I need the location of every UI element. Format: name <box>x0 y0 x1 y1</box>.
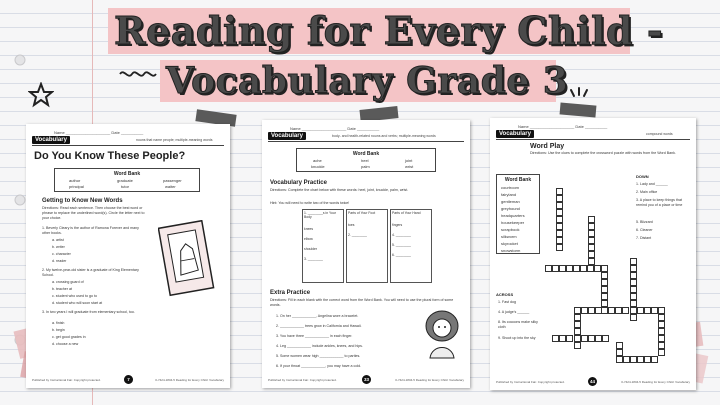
crossword-cell[interactable] <box>588 258 595 265</box>
word-bank-item: joint <box>405 158 413 163</box>
crossword-cell[interactable] <box>588 216 595 223</box>
word-bank-item: heel <box>361 158 369 163</box>
chart-column <box>346 209 388 283</box>
crossword-cell[interactable] <box>651 356 658 363</box>
crossword-cell[interactable] <box>658 328 665 335</box>
crossword-cell[interactable] <box>580 265 587 272</box>
answer-option: c. character <box>52 252 71 256</box>
word-bank-item: waiter <box>165 184 176 189</box>
vocabulary-logo: Vocabulary <box>32 136 70 144</box>
vocabulary-logo: Vocabulary <box>496 130 534 138</box>
chart-cell: 3. ________ <box>304 257 323 261</box>
crossword-cell[interactable] <box>623 356 630 363</box>
answer-option: d. reader <box>52 259 67 263</box>
word-bank-item: passenger <box>163 178 182 183</box>
chart-cell: fingers <box>392 223 403 227</box>
answer-option: a. artist <box>52 238 64 242</box>
clue: 1. Fast dog <box>498 300 516 304</box>
crossword-cell[interactable] <box>581 307 588 314</box>
clue: 2. Main office <box>636 190 658 194</box>
footer-isbn: 0-7424-1804-5 Reading for Every Child: Vocabulary <box>395 378 464 382</box>
crossword-cell[interactable] <box>581 335 588 342</box>
book-illustration-icon <box>158 220 216 300</box>
word-bank-title: Word Bank <box>352 151 380 157</box>
question-2: 2. My twelve-year-old sister is a graduate of King Elementary School. <box>42 268 139 277</box>
page-title: Word Play <box>530 143 565 150</box>
crossword-cell[interactable] <box>622 307 629 314</box>
crossword-cell[interactable] <box>574 307 581 314</box>
page-number: 44 <box>589 379 595 384</box>
word-bank-item: scrapbook <box>501 227 520 232</box>
page-number: 7 <box>124 375 133 384</box>
section-title: Vocabulary Practice <box>270 180 327 186</box>
footer-text: Published by Instructional Fair. Copyright protected. <box>32 378 101 382</box>
chart-cell: knees <box>304 227 314 231</box>
crossword-cell[interactable] <box>601 293 608 300</box>
chart-cell: elbow <box>304 237 313 241</box>
page-subtitle: nouns that name people; multiple-meaning words <box>136 138 213 142</box>
directions: Directions: Use the clues to complete the crossword puzzle with words from the Word Bank. <box>530 151 676 155</box>
question-3: 3. In two years I will graduate from elementary school, too. <box>42 310 135 314</box>
crossword-cell[interactable] <box>601 265 608 272</box>
crossword-cell[interactable] <box>574 335 581 342</box>
crossword-cell[interactable] <box>630 265 637 272</box>
chart-cell: 6. ________ <box>392 253 411 257</box>
crossword-cell[interactable] <box>574 321 581 328</box>
crossword-cell[interactable] <box>566 265 573 272</box>
tape-strip <box>560 102 597 117</box>
crossword-cell[interactable] <box>587 265 594 272</box>
crossword-cell[interactable] <box>602 335 609 342</box>
section-title: Extra Practice <box>270 290 311 296</box>
clue: 4. A judge's ______ <box>498 310 530 314</box>
crossword-cell[interactable] <box>608 307 615 314</box>
crossword-cell[interactable] <box>556 230 563 237</box>
crossword-cell[interactable] <box>559 335 566 342</box>
crossword-cell[interactable] <box>588 251 595 258</box>
crossword-cell[interactable] <box>588 223 595 230</box>
chart-cell: 2. ________ <box>348 233 367 237</box>
crossword-cell[interactable] <box>588 230 595 237</box>
word-bank-item: gentleman <box>501 199 520 204</box>
word-bank-item: graduate <box>117 178 133 183</box>
sentence: 1. On her ____________, Angelina wore a bracelet. <box>276 314 359 318</box>
crossword-cell[interactable] <box>616 356 623 363</box>
crossword-cell[interactable] <box>556 223 563 230</box>
title-line-1: Reading for Every Child - <box>108 8 630 54</box>
word-bank <box>54 168 200 192</box>
answer-option: c. student who used to go to <box>52 294 97 298</box>
clue: 3. A place to keep things that remind you of a place or time <box>636 198 683 207</box>
word-bank-title: Word Bank <box>113 171 141 177</box>
question-1: 1. Beverly Cleary is the author of Ramona Forever and many other books. <box>42 226 139 235</box>
clue: 1. Lady and ______ <box>636 182 668 186</box>
crossword-cell[interactable] <box>630 314 637 321</box>
crossword-cell[interactable] <box>588 237 595 244</box>
crossword-cell[interactable] <box>574 328 581 335</box>
word-bank-item: housekeeper <box>501 220 525 225</box>
crossword-cell[interactable] <box>588 307 595 314</box>
word-bank-item: courtroom <box>501 185 520 190</box>
crossword-cell[interactable] <box>658 307 665 314</box>
crossword-cell[interactable] <box>556 195 563 202</box>
clue: 9. Shoot up into the sky <box>498 336 536 340</box>
footer-text: Published by Instructional Fair. Copyright protected. <box>268 378 337 382</box>
crossword-cell[interactable] <box>545 265 552 272</box>
chart-header: Parts of Your Foot <box>348 211 376 215</box>
crossword-cell[interactable] <box>556 202 563 209</box>
crossword-cell[interactable] <box>630 279 637 286</box>
sentence: 4. Leg ____________ include ankles, knees, and hips. <box>276 344 363 348</box>
clue: 6. Cleaner <box>636 228 653 232</box>
chart-cell: shoulder <box>304 247 318 251</box>
crossword-cell[interactable] <box>601 279 608 286</box>
crossword-cell[interactable] <box>573 265 580 272</box>
divider <box>268 141 464 142</box>
answer-option: b. begin <box>52 328 65 332</box>
crossword-cell[interactable] <box>658 342 665 349</box>
name-date-line: Name ____________________ Date __________ <box>54 130 144 135</box>
crossword-cell[interactable] <box>658 349 665 356</box>
footer-text: Published by Instructional Fair. Copyright protected. <box>496 380 565 384</box>
answer-option: d. student who will soon start at <box>52 301 103 305</box>
chart-cell: 4. ________ <box>392 233 411 237</box>
divider <box>32 145 224 146</box>
crossword-cell[interactable] <box>630 356 637 363</box>
word-bank-item: headquarters <box>501 213 525 218</box>
word-bank <box>296 148 436 172</box>
word-bank-item: tutor <box>121 184 130 189</box>
word-bank-item: author <box>69 178 81 183</box>
word-bank-item: silkworm <box>501 234 517 239</box>
chart-cell: toes <box>348 223 355 227</box>
crossword-cell[interactable] <box>658 321 665 328</box>
vocabulary-logo: Vocabulary <box>268 132 306 140</box>
crossword-cell[interactable] <box>601 307 608 314</box>
clue: 5. Blizzard <box>636 220 653 224</box>
crossword-cell[interactable] <box>658 314 665 321</box>
crossword-cell[interactable] <box>616 349 623 356</box>
name-date-line: Name ____________________ Date __________ <box>290 126 380 131</box>
word-bank-item: ache <box>313 158 322 163</box>
crossword-cell[interactable] <box>616 342 623 349</box>
crossword-cell[interactable] <box>630 258 637 265</box>
answer-option: a. finish <box>52 321 65 325</box>
page-subtitle: body- and health-related nouns and verbs; multiple-meaning words <box>332 134 436 138</box>
sentence: 5. Some women wear high ____________ to parties. <box>276 354 361 358</box>
star-doodle-icon <box>28 82 54 108</box>
crossword-cell[interactable] <box>644 307 651 314</box>
crossword-cell[interactable] <box>588 244 595 251</box>
word-bank-item: snowstorm <box>501 248 521 253</box>
crossword-cell[interactable] <box>574 314 581 321</box>
across-clues-title: ACROSS <box>496 292 514 297</box>
word-bank-title: Word Bank <box>504 177 532 183</box>
crossword-cell[interactable] <box>595 335 602 342</box>
crossword-cell[interactable] <box>658 335 665 342</box>
worksheet-page-3 <box>490 118 696 390</box>
crossword-cell[interactable] <box>552 265 559 272</box>
crossword-cell[interactable] <box>595 307 602 314</box>
answer-option: c. get good grades in <box>52 335 86 339</box>
girl-illustration-icon <box>420 308 464 360</box>
answer-option: a. crossing guard of <box>52 280 84 284</box>
crossword-cell[interactable] <box>644 356 651 363</box>
chart-cell: 5. ________ <box>392 243 411 247</box>
page-subtitle: compound words <box>646 132 673 136</box>
word-bank-item: principal <box>69 184 84 189</box>
answer-option: b. teacher at <box>52 287 72 291</box>
worksheet-page-2 <box>262 120 470 388</box>
crossword-cell[interactable] <box>615 307 622 314</box>
directions: Directions: Fill in each blank with the correct word from the Word Bank. You will need to use the plural form of some words. <box>270 298 454 307</box>
crossword-cell[interactable] <box>630 300 637 307</box>
directions: Directions: Read each sentence. Then choose the best word or phrase to replace the underlined word(s). Circle the letter next to your choice. <box>42 206 145 220</box>
crossword-cell[interactable] <box>601 300 608 307</box>
page-number: 33 <box>363 377 369 382</box>
loop-doodle-icon <box>118 66 158 82</box>
crossword-cell[interactable] <box>559 265 566 272</box>
word-bank-item: fairyland <box>501 192 517 197</box>
crossword-cell[interactable] <box>574 342 581 349</box>
worksheet-page-1 <box>26 124 230 388</box>
sentence: 6. If your throat ____________, you may have a cold. <box>276 364 362 368</box>
name-date-line: Name ____________________ Date __________ <box>518 124 608 129</box>
crossword-cell[interactable] <box>637 307 644 314</box>
footer-isbn: 0-7424-1804-5 Reading for Every Child: Vocabulary <box>621 380 690 384</box>
word-bank-item: palm <box>361 164 370 169</box>
answer-option: b. writer <box>52 245 65 249</box>
word-bank-item: wrist <box>405 164 414 169</box>
page-title: Do You Know These People? <box>34 150 186 162</box>
crossword-cell[interactable] <box>601 272 608 279</box>
sentence: 3. You have three ____________ in each finger. <box>276 334 353 338</box>
crossword-cell[interactable] <box>556 188 563 195</box>
title-line-2: Vocabulary Grade 3 <box>160 60 556 102</box>
word-bank-item: skyrocket <box>501 241 518 246</box>
crossword-cell[interactable] <box>630 286 637 293</box>
crossword-cell[interactable] <box>552 335 559 342</box>
crossword-cell[interactable] <box>651 307 658 314</box>
crossword-cell[interactable] <box>630 293 637 300</box>
crossword-cell[interactable] <box>556 209 563 216</box>
crossword-cell[interactable] <box>637 356 644 363</box>
crossword-cell[interactable] <box>630 307 637 314</box>
chart-header: Parts of Your Hand <box>392 211 421 215</box>
sentence: 2. ____________ trees grow in California and Hawaii. <box>276 324 362 328</box>
section-title: Getting to Know New Words <box>42 198 123 204</box>
crossword-grid[interactable] <box>490 118 696 390</box>
crossword-cell[interactable] <box>566 335 573 342</box>
word-bank-item: greyhound <box>501 206 520 211</box>
crossword-cell[interactable] <box>630 272 637 279</box>
crossword-cell[interactable] <box>556 216 563 223</box>
answer-option: d. choose a new <box>52 342 79 346</box>
directions: Directions: Complete the chart below with these words: heel, joint, knuckle, palm, wrist. <box>270 188 409 192</box>
chart-column <box>390 209 432 283</box>
down-clues-title: DOWN <box>636 174 649 179</box>
crossword-cell[interactable] <box>588 335 595 342</box>
footer-isbn: 0-7424-1804-5 Reading for Every Child: Vocabulary <box>155 378 224 382</box>
hint: Hint: You will need to write two of the words twice! <box>270 201 350 205</box>
crossword-cell[interactable] <box>556 237 563 244</box>
clue: 8. Its cocoons make silky cloth <box>498 320 538 329</box>
crossword-cell[interactable] <box>601 286 608 293</box>
chart-column <box>302 209 344 283</box>
chart-header: 1. ________s in Your Body <box>304 211 336 219</box>
crossword-cell[interactable] <box>594 265 601 272</box>
crossword-cell[interactable] <box>556 244 563 251</box>
clue: 7. Distant <box>636 236 652 240</box>
word-bank-item: knuckle <box>311 164 325 169</box>
